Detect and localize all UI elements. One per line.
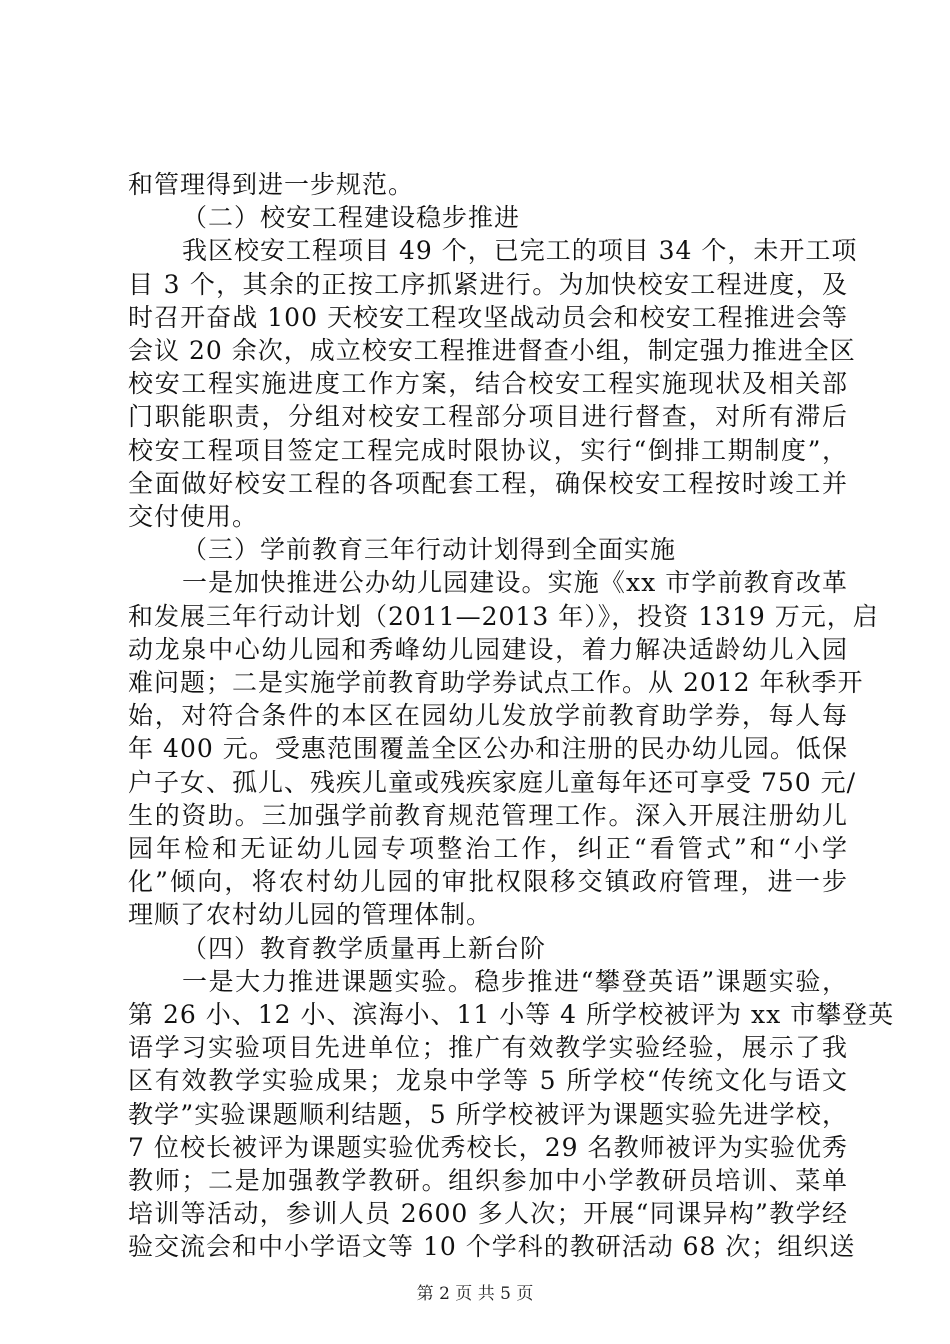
body-line: 校安工程实施进度工作方案，结合校安工程实施现状及相关部 [128, 369, 848, 399]
body-line: 始，对符合条件的本区在园幼儿发放学前教育助学券，每人每 [128, 701, 848, 731]
body-line: 和发展三年行动计划（2011—2013 年）》，投资 1319 万元，启 [128, 601, 879, 631]
body-line: 培训等活动，参训人员 2600 多人次；开展“同课异构”教学经 [128, 1199, 848, 1229]
body-line: 理顺了农村幼儿园的管理体制。 [128, 900, 493, 930]
body-line: 目 3 个，其余的正按工序抓紧进行。为加快校安工程进度，及 [128, 269, 848, 299]
section-heading: （三）学前教育三年行动计划得到全面实施 [182, 535, 677, 565]
body-line: 一是大力推进课题实验。稳步推进“攀登英语”课题实验， [182, 966, 848, 996]
body-line: 年 400 元。受惠范围覆盖全区公办和注册的民办幼儿园。低保 [128, 734, 848, 764]
body-line: 我区校安工程项目 49 个，已完工的项目 34 个，未开工项 [182, 236, 858, 266]
page-footer: 第 2 页 共 5 页 [416, 1284, 534, 1304]
body-line: 交付使用。 [128, 502, 259, 531]
body-line: 园年检和无证幼儿园专项整治工作，纠正“看管式”和“小学 [128, 834, 848, 863]
body-line: 和管理得到进一步规范。 [128, 170, 415, 199]
section-heading: （二）校安工程建设稳步推进 [182, 203, 521, 233]
body-line: 全面做好校安工程的各项配套工程，确保校安工程按时竣工并 [128, 468, 848, 498]
body-line: 化”倾向，将农村幼儿园的审批权限移交镇政府管理，进一步 [128, 867, 848, 897]
body-line: 动龙泉中心幼儿园和秀峰幼儿园建设，着力解决适龄幼儿入园 [128, 634, 848, 664]
body-line: 第 26 小、12 小、滨海小、11 小等 4 所学校被评为 xx 市攀登英 [128, 1000, 895, 1029]
body-line: 语学习实验项目先进单位；推广有效教学实验经验，展示了我 [128, 1033, 848, 1063]
body-line: 时召开奋战 100 天校安工程攻坚战动员会和校安工程推进会等 [128, 302, 848, 332]
body-line: 7 位校长被评为课题实验优秀校长，29 名教师被评为实验优秀 [128, 1132, 848, 1162]
body-line: 教学”实验课题顺利结题，5 所学校被评为课题实验先进学校， [128, 1099, 848, 1129]
body-line: 难问题；二是实施学前教育助学券试点工作。从 2012 年秋季开 [128, 668, 864, 697]
body-line: 户子女、孤儿、残疾儿童或残疾家庭儿童每年还可享受 750 元/ [128, 767, 857, 797]
body-line: 区有效教学实验成果；龙泉中学等 5 所学校“传统文化与语文 [128, 1066, 848, 1096]
section-heading: （四）教育教学质量再上新台阶 [182, 933, 547, 963]
body-line: 一是加快推进公办幼儿园建设。实施《xx 市学前教育改革 [182, 568, 848, 598]
body-line: 校安工程项目签定工程完成时限协议，实行“倒排工期制度”， [128, 435, 848, 465]
body-line: 会议 20 余次，成立校安工程推进督查小组，制定强力推进全区 [128, 336, 856, 365]
body-line: 生的资助。三加强学前教育规范管理工作。深入开展注册幼儿 [128, 800, 848, 830]
body-line: 门职能职责，分组对校安工程部分项目进行督查，对所有滞后 [128, 402, 848, 432]
body-line: 验交流会和中小学语文等 10 个学科的教研活动 68 次；组织送 [128, 1232, 856, 1262]
body-line: 教师；二是加强教学教研。组织参加中小学教研员培训、菜单 [128, 1166, 848, 1195]
